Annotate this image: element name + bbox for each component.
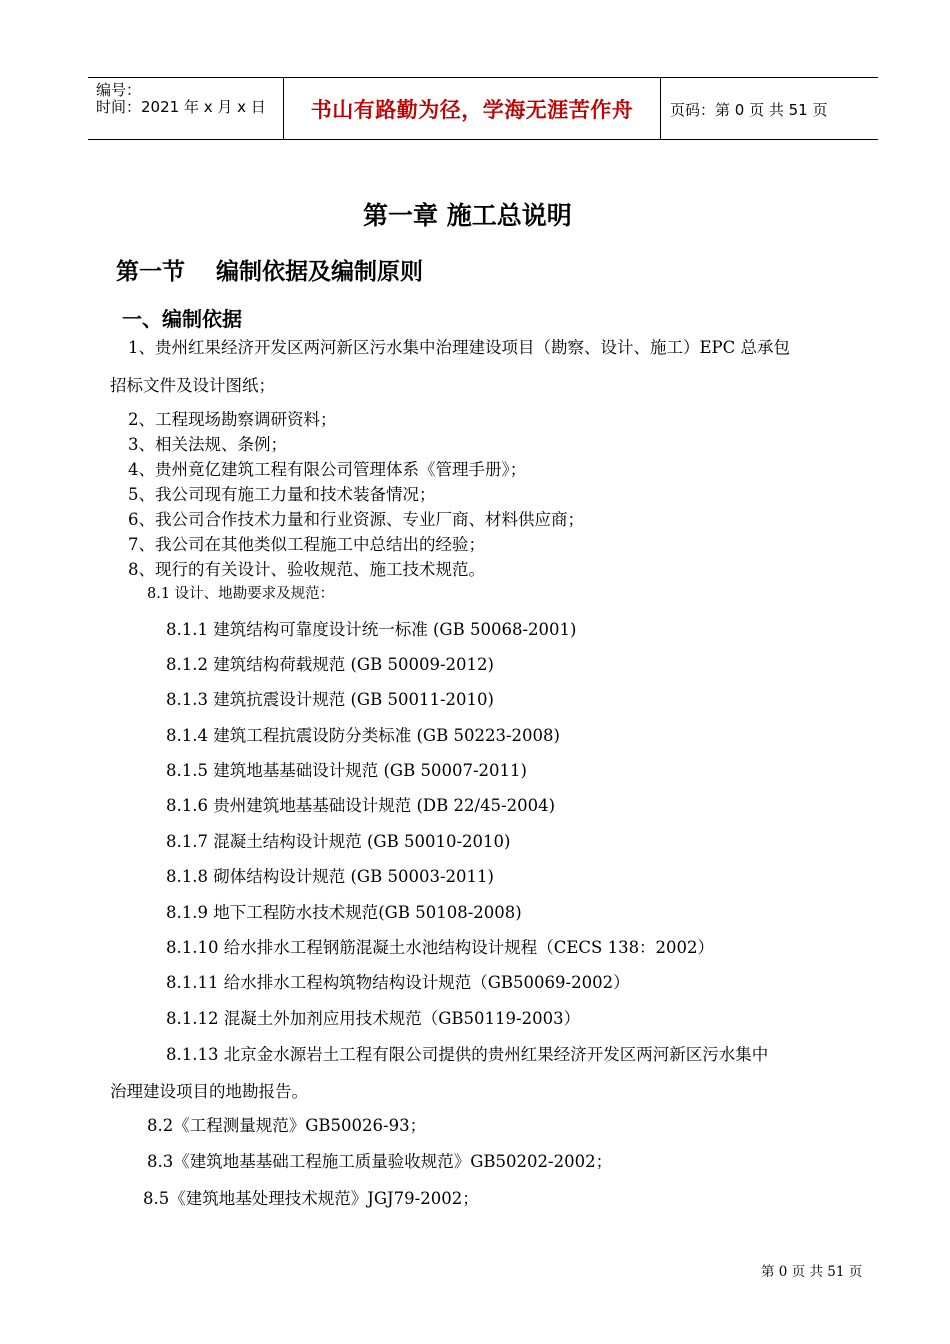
basis-item-2: 2、工程现场勘察调研资料； <box>128 410 337 429</box>
standard-item: 8.1.8 砌体结构设计规范 (GB 50003-2011) <box>166 867 494 886</box>
standard-item: 8.1.5 建筑地基基础设计规范 (GB 50007-2011) <box>166 761 527 780</box>
standard-item-13-line2: 治理建设项目的地勘报告。 <box>110 1082 308 1101</box>
standard-item: 8.1.3 建筑抗震设计规范 (GB 50011-2010) <box>166 690 494 709</box>
basis-item-5: 5、我公司现有施工力量和技术装备情况； <box>128 485 436 504</box>
header-motto-cell <box>283 77 661 139</box>
standard-item: 8.1.1 建筑结构可靠度设计统一标准 (GB 50068-2001) <box>166 620 577 639</box>
standard-item: 8.1.12 混凝土外加剂应用技术规范（GB50119-2003） <box>166 1009 581 1028</box>
basis-item-6: 6、我公司合作技术力量和行业资源、专业厂商、材料供应商； <box>128 510 584 529</box>
basis-item-1-line2: 招标文件及设计图纸； <box>110 376 275 395</box>
sub-item-8-2: 8.2《工程测量规范》GB50026-93； <box>147 1116 427 1135</box>
header-bottom-rule <box>88 139 878 140</box>
standard-item: 8.1.9 地下工程防水技术规范(GB 50108-2008) <box>166 903 522 922</box>
page-footer: 第 0 页 共 51 页 <box>761 1264 863 1280</box>
standard-item: 8.1.2 建筑结构荷载规范 (GB 50009-2012) <box>166 655 494 674</box>
standard-item-13-line1: 8.1.13 北京金水源岩土工程有限公司提供的贵州红果经济开发区两河新区污水集中 <box>166 1045 769 1064</box>
standard-item: 8.1.4 建筑工程抗震设防分类标准 (GB 50223-2008) <box>166 726 560 745</box>
header-motto: 书山有路勤为径，学海无涯苦作舟 <box>310 98 634 122</box>
basis-item-7: 7、我公司在其他类似工程施工中总结出的经验； <box>128 535 485 554</box>
header-time-label: 时间：2021 年 x 月 x 日 <box>96 98 266 116</box>
standard-item: 8.1.11 给水排水工程构筑物结构设计规范（GB50069-2002） <box>166 973 630 992</box>
header-number-label: 编号： <box>96 81 142 99</box>
standard-item: 8.1.7 混凝土结构设计规范 (GB 50010-2010) <box>166 832 511 851</box>
sub-item-8-1: 8.1 设计、地勘要求及规范： <box>147 586 335 602</box>
basis-item-4: 4、贵州竟亿建筑工程有限公司管理体系《管理手册》； <box>128 460 527 479</box>
chapter-title: 第一章 施工总说明 <box>363 201 572 230</box>
header-page-label: 页码：第 0 页 共 51 页 <box>670 101 828 119</box>
standard-item: 8.1.6 贵州建筑地基基础设计规范 (DB 22/45-2004) <box>166 796 556 815</box>
basis-item-3: 3、相关法规、条例； <box>128 435 287 454</box>
standard-item: 8.1.10 给水排水工程钢筋混凝土水池结构设计规程（CECS 138：2002） <box>166 938 715 957</box>
sub-item-8-3: 8.3《建筑地基基础工程施工质量验收规范》GB50202-2002； <box>147 1152 613 1171</box>
basis-item-8: 8、现行的有关设计、验收规范、施工技术规范。 <box>128 560 485 579</box>
subsection-title: 一、编制依据 <box>122 307 242 331</box>
basis-item-1-line1: 1、贵州红果经济开发区两河新区污水集中治理建设项目（勘察、设计、施工）EPC 总承包 <box>128 338 791 357</box>
sub-item-8-5: 8.5《建筑地基处理技术规范》JGJ79-2002； <box>143 1189 479 1208</box>
section-title: 第一节 编制依据及编制原则 <box>116 259 424 285</box>
